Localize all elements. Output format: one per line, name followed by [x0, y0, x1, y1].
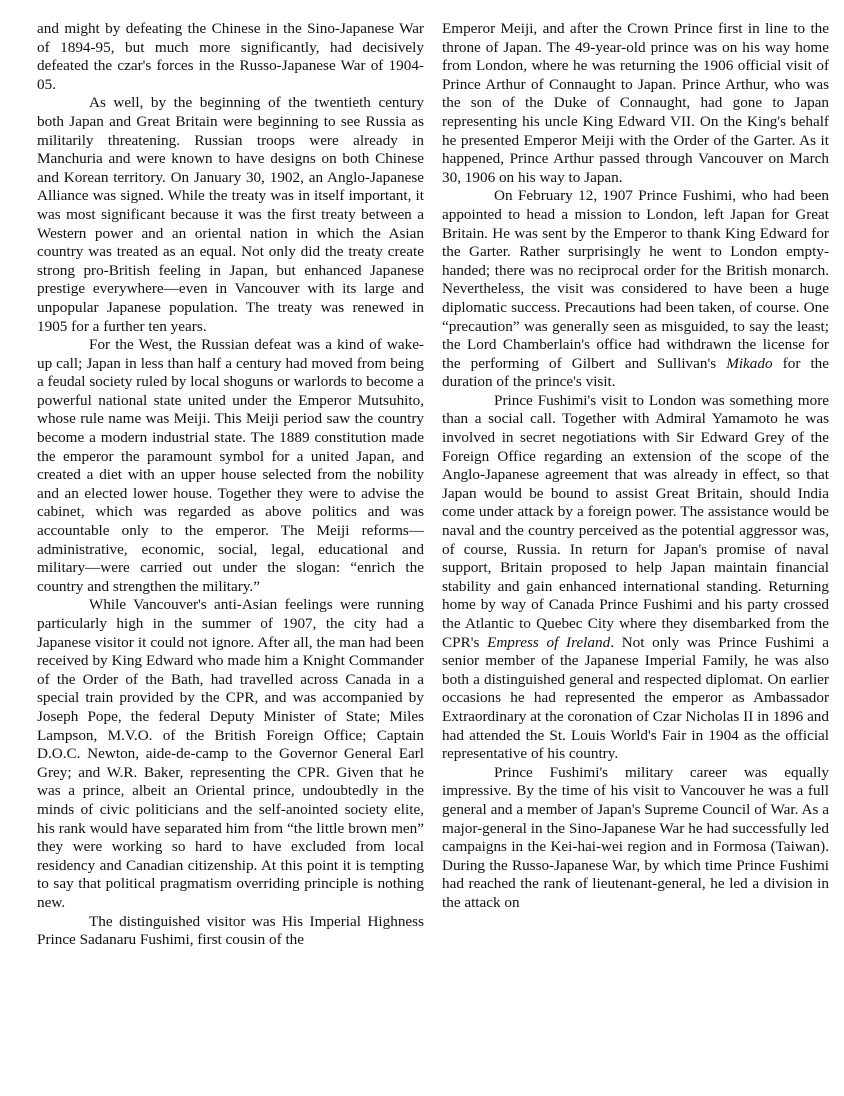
left-text-column: [37, 20, 424, 950]
paragraph-text: Prince Fushimi's visit to London was something more than a social call. Together with Admiral Yamamoto he was involved in secret negotiations with Sir Edward Grey of the Foreign Office regarding an extension of the scope of the Anglo-Japanese agreement that was already in effect, so that Japan would be bound to assist Great Britain, should India come under attack by a foreign power. The assistance would be naval and the country perceived as the potential aggressor was, of course, Russia. In return for Japan's promise of naval support, Britain proposed to help Japan maintain financial stability and gain enhanced international standing. Returning home by way of Canada Prince Fushimi and his party crossed the Atlantic to Quebec City where they disembarked from the CPR's: [442, 391, 829, 651]
italic-ship-name: Empress of Ireland: [487, 633, 611, 651]
paragraph: As well, by the beginning of the twentieth century both Japan and Great Britain were beginning to see Russia as militarily threatening. Russian troops were already in Manchuria and were known to have designs on both Chinese and Korean territory. On January 30, 1902, an Anglo-Japanese Alliance was signed. While the treaty was in itself important, it was most significant because it was the first treaty between a Western power and an oriental nation in which the Asian country was treated as an equal. Not only did the treaty create strong pro-British feeling in Japan, but enhanced Japanese prestige everywhere—even in Vancouver with its large and unpopular Japanese population. The treaty was renewed in 1905 for a further ten years.: [37, 94, 424, 335]
paragraph-text: for the duration of the prince's visit.: [442, 354, 830, 391]
paragraph-text: On February 12, 1907 Prince Fushimi, who had been appointed to head a mission to London, left Japan for Great Britain. He was sent by the Emperor to thank King Edward for the Garter. Rather surprisingly he went to London empty-handed; there was no reciprocal order for the British monarch. Nevertheless, the visit was considered to have been a huge diplomatic success. Precautions had been taken, of course. One “precaution” was generally seen as misguided, to say the least; the Lord Chamberlain's office had withdrawn the license for the performing of Gilbert and Sullivan's: [442, 187, 829, 372]
paragraph: and might by defeating the Chinese in the Sino-Japanese War of 1894-95, but much more significantly, had decisively defeated the czar's forces in the Russo-Japanese War of 1904-05.: [37, 20, 424, 93]
italic-title-mikado: Mikado: [726, 354, 773, 372]
paragraph: While Vancouver's anti-Asian feelings were running particularly high in the summer of 1907, the city had a Japanese visitor it could not ignore. After all, the man had been received by King Edward who made him a Knight Commander of the Order of the Bath, had travelled across Canada in a special train provided by the CPR, and was accompanied by Joseph Pope, the federal Deputy Minister of State; Miles Lampson, M.V.O. of the British Foreign Office; Captain D.O.C. Newton, aide-de-camp to the Governor General Earl Grey; and W.R. Baker, representing the CPR. Given that he was a prince, albeit an Oriental prince, undoubtedly in the minds of civic politicians and the self-anointed society elite, his rank would have separated him from “the little brown men” they were working so hard to have excluded from local residency and Canadian citizenship. At this point it is tempting to say that political pragmatism overriding principle is nothing new.: [37, 596, 424, 911]
paragraph: [442, 392, 829, 764]
paragraph: Prince Fushimi's military career was equally impressive. By the time of his visit to Vancouver he was a full general and a member of Japan's Supreme Council of War. As a major-general in the Sino-Japanese War he had successfully led campaigns in the Kei-hai-wei region and in Formosa (Taiwan). During the Russo-Japanese War, by which time Prince Fushimi had reached the rank of lieutenant-general, he led a division in the attack on: [442, 763, 829, 911]
right-text-column: [442, 20, 829, 913]
paragraph: The distinguished visitor was His Imperial Highness Prince Sadanaru Fushimi, first cousin of the: [37, 912, 424, 949]
paragraph: Emperor Meiji, and after the Crown Prince first in line to the throne of Japan. The 49-year-old prince was on his way home from London, where he was returning the 1906 official visit of Prince Arthur of Connaught to Japan. Prince Arthur, who was the son of the Duke of Connaught, had gone to Japan representing his uncle King Edward VII. On the King's behalf he presented Emperor Meiji with the Order of the Garter. As it happened, Prince Arthur passed through Vancouver on March 30, 1906 on his way to Japan.: [442, 20, 829, 186]
paragraph: For the West, the Russian defeat was a kind of wake-up call; Japan in less than half a century had moved from being a feudal society ruled by local shoguns or warlords to become a powerful national state united under the Emperor Mutsuhito, whose rule name was Meiji. This Meiji period saw the country become a modern industrial state. The 1889 constitution made the emperor the paramount symbol for a united Japan, and created a diet with an upper house selected from the nobility and an elected lower house. Together they were to advise the cabinet, which was regarded as above politics and was accountable only to the emperor. The Meiji reforms—administrative, economic, social, legal, educational and military—were carried out under the slogan: “enrich the country and strengthen the military.”: [37, 336, 424, 595]
paragraph-text: . Not only was Prince Fushimi a senior member of the Japanese Imperial Family, he was also both a distinguished general and respected diplomat. On earlier occasions he had represented the emperor as Ambassador Extraordinary at the coronation of Czar Nicholas II in 1896 and had attended the St. Louis World's Fair in 1904 as the official representative of his country.: [442, 633, 829, 763]
paragraph: [442, 187, 829, 392]
